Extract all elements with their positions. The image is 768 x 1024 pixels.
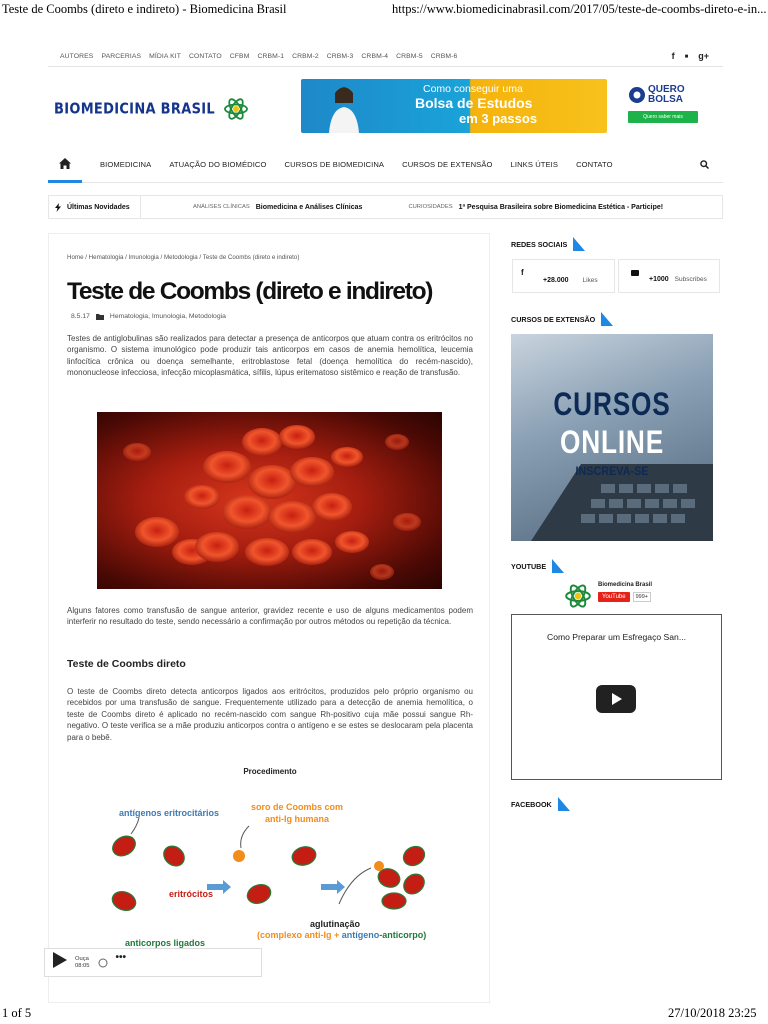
label-soro: soro de Coombs com [251, 802, 344, 812]
nav-item-biomedicina[interactable]: BIOMEDICINA [100, 160, 152, 169]
top-link-crbm-4[interactable]: CRBM-4 [361, 53, 389, 60]
label-complexo [257, 930, 426, 940]
label-complexo-c: -anticorpo) [379, 930, 427, 940]
video-title[interactable]: Como Preparar um Esfregaço San... [547, 632, 686, 642]
youtube-subscribe-button[interactable]: YouTube [598, 592, 630, 602]
cursos-online-ad[interactable] [511, 334, 713, 541]
nav-item-contato[interactable]: CONTATO [576, 160, 613, 169]
sidebar-heading-facebook [511, 797, 717, 811]
heading-flag-icon [573, 237, 585, 251]
top-link-autores[interactable]: AUTORES [60, 53, 94, 60]
print-datetime: 27/10/2018 23:25 [668, 1006, 757, 1020]
top-link-midia-kit[interactable]: MÍDIA KIT [149, 53, 181, 60]
site-logo[interactable] [54, 96, 249, 122]
folder-icon [96, 314, 104, 320]
bolt-icon [55, 203, 61, 212]
article-categories[interactable]: Hematologia, Imunologia, Metodologia [109, 313, 226, 320]
top-link-crbm-2[interactable]: CRBM-2 [292, 53, 319, 60]
banner-line-2: Bolsa de Estudos [415, 95, 533, 111]
play-icon [53, 952, 67, 968]
youtube-video-embed[interactable] [511, 614, 722, 780]
label-eritrocitos: eritrócitos [169, 889, 214, 899]
sidebar-heading-redes [511, 237, 717, 251]
ticker-label-text: Últimas Novidades [67, 203, 130, 211]
ticker-category-2: CURIOSIDADES [408, 204, 453, 210]
news-ticker [48, 195, 723, 219]
red-blood-cells-image [97, 412, 442, 589]
quero-bolsa-logo-icon [628, 86, 646, 104]
audio-info [75, 956, 90, 970]
woman-illustration-icon [323, 83, 365, 133]
nav-item-cursos-biomedicina[interactable]: CURSOS DE BIOMEDICINA [284, 160, 385, 169]
audio-time: 08:05 [75, 962, 90, 969]
facebook-label: Likes [582, 277, 598, 284]
sidebar-heading-cursos-text: CURSOS DE EXTENSÃO [511, 314, 596, 324]
youtube-label: Subscribes [674, 275, 707, 283]
top-links [48, 53, 457, 60]
section-heading-procedimento: Procedimento [243, 767, 297, 776]
logo-text: BIOMEDICINA BRASIL [54, 100, 215, 118]
quero-bolsa-line-2: BOLSA [648, 94, 683, 105]
audio-player [44, 948, 262, 977]
print-page-title: Teste de Coombs (direto e indireto) - Biomedicina Brasil [2, 2, 287, 16]
nav-item-cursos-extensao[interactable]: CURSOS DE EXTENSÃO [402, 160, 493, 169]
cursos-line-2: ONLINE [559, 424, 665, 460]
article-paragraph-1: Testes de antiglobulinas são realizados para detectar a presença de anticorpos que atuam contra os eritrócitos no organismo. O sistema imunológico pode produzir tais anticorpos em casos de anemia hemolítica, leucemia linfocítica crônica ou doença semelhante, eritroblastose fetal (doença hemolítica do recém-nascido), mononucleose infecciosa, infecção micoplasmática, sífilis, lúpus eritematoso sistêmico e reação de transfusão. [67, 334, 473, 378]
breadcrumb[interactable]: Home / Hematologia / Imunologia / Metodologia / Teste de Coombs (direto e indireto) [67, 254, 300, 261]
ticker-label [49, 196, 141, 218]
quero-saber-mais-button[interactable]: Quero saber mais [628, 111, 698, 123]
search-button[interactable] [700, 156, 709, 174]
ticker-title-1[interactable]: Biomedicina e Análises Clínicas [255, 203, 363, 211]
channel-avatar-icon[interactable] [564, 582, 592, 610]
top-link-parcerias[interactable]: PARCERIAS [101, 53, 142, 60]
label-aglutinacao: aglutinação [310, 919, 361, 929]
heading-flag-icon [558, 797, 570, 811]
article-meta [71, 313, 226, 320]
sidebar-heading-redes-text: REDES SOCIAIS [511, 239, 568, 249]
ticker-category-1: ANÁLISES CLÍNICAS [193, 204, 250, 210]
article-container [48, 233, 490, 1003]
label-complexo-b: antígeno [341, 930, 380, 940]
coombs-procedure-diagram [89, 796, 469, 956]
more-options-icon[interactable]: ••• [115, 952, 127, 963]
youtube-subscribers-box[interactable] [618, 259, 720, 293]
heading-flag-icon [601, 312, 613, 326]
top-link-crbm-1[interactable]: CRBM-1 [257, 53, 285, 60]
label-complexo-a: (complexo anti-Ig + [257, 930, 342, 940]
nav-item-links-uteis[interactable]: LINKS ÚTEIS [510, 160, 559, 169]
print-page-number: 1 of 5 [2, 1006, 32, 1020]
facebook-icon[interactable]: f [671, 50, 675, 61]
nav-home[interactable] [48, 147, 82, 183]
article-date: 8.5.17 [71, 313, 90, 320]
audio-label: Ouça [75, 955, 89, 962]
play-button[interactable] [53, 952, 67, 973]
social-links [672, 51, 723, 63]
sidebar-heading-cursos [511, 312, 717, 326]
top-link-crbm-6[interactable]: CRBM-6 [430, 53, 458, 60]
atom-icon [223, 96, 249, 122]
top-link-contato[interactable]: CONTATO [189, 53, 222, 60]
section-heading-coombs-direto: Teste de Coombs direto [67, 658, 186, 670]
quero-bolsa-ad[interactable] [628, 85, 698, 123]
cursos-line-1: CURSOS [553, 386, 671, 422]
article-title: Teste de Coombs (direto e indireto) [67, 278, 433, 305]
ad-banner-bolsa[interactable] [301, 79, 607, 133]
top-bar [48, 47, 723, 67]
sidebar-heading-youtube [511, 559, 717, 573]
article-paragraph-2: Alguns fatores como transfusão de sangue anterior, gravidez recente e uso de alguns medicamentos podem interferir no resultado do teste, sendo necessário a confirmação por outros métodos ou repetição da técnica. [67, 606, 473, 627]
banner-line-1: Como conseguir uma [423, 83, 523, 95]
banner-line-3: em 3 passos [459, 111, 538, 126]
youtube-count: +1000 [649, 275, 669, 283]
youtube-small-icon [631, 270, 639, 276]
label-antigenos: antígenos eritrocitários [119, 808, 220, 818]
label-anticorpos: anticorpos ligados [125, 938, 206, 948]
ticker-title-2[interactable]: 1ª Pesquisa Brasileira sobre Biomedicina Estética - Participe! [458, 203, 664, 211]
facebook-count: +28.000 [543, 277, 569, 284]
play-icon [612, 693, 622, 705]
nav-item-atuacao[interactable]: ATUAÇÃO DO BIOMÉDICO [169, 160, 267, 169]
video-play-button[interactable] [596, 685, 636, 713]
home-icon [59, 158, 71, 169]
top-link-crbm-5[interactable]: CRBM-5 [396, 53, 423, 60]
youtube-channel-widget [564, 582, 652, 610]
facebook-likes-box[interactable] [512, 259, 615, 293]
quero-bolsa-line-1: QUERO [648, 84, 685, 95]
channel-name[interactable]: Biomedicina Brasil [598, 582, 653, 588]
heading-flag-icon [552, 559, 564, 573]
youtube-icon[interactable]: ■ [684, 53, 689, 60]
article-paragraph-3: O teste de Coombs direto detecta anticorpos ligados aos eritrócitos, produzidos pelo próprio organismo ou recebidos por uma transfusão de sangue. Frequentemente utilizado para a detecção de anemia hemolítica, o teste de Coombs direto é aplicado no recém-nascido com sangue Rh-positivo cuja mãe possui sangue Rh-negativo. O teste verifica se a mãe produziu anticorpos contra o antígeno e se estes se deslocaram pela placenta para o bebê. [67, 687, 473, 742]
top-link-cfbm[interactable]: CFBM [229, 53, 250, 60]
volume-knob-icon[interactable] [98, 958, 108, 968]
sidebar-heading-youtube-text: YOUTUBE [511, 561, 547, 571]
youtube-subscriber-count: 999+ [633, 592, 651, 602]
sidebar-heading-facebook-text: FACEBOOK [511, 799, 552, 809]
facebook-small-icon: f [521, 268, 524, 277]
label-anti-ig: anti-Ig humana [265, 814, 330, 824]
google-plus-icon[interactable]: g+ [698, 50, 709, 61]
search-icon [700, 160, 709, 169]
print-url: https://www.biomedicinabrasil.com/2017/05/teste-de-coombs-direto-e-in... [392, 2, 767, 16]
cursos-line-3: INSCREVA-SE [575, 464, 649, 478]
main-nav [48, 147, 723, 183]
top-link-crbm-3[interactable]: CRBM-3 [326, 53, 354, 60]
